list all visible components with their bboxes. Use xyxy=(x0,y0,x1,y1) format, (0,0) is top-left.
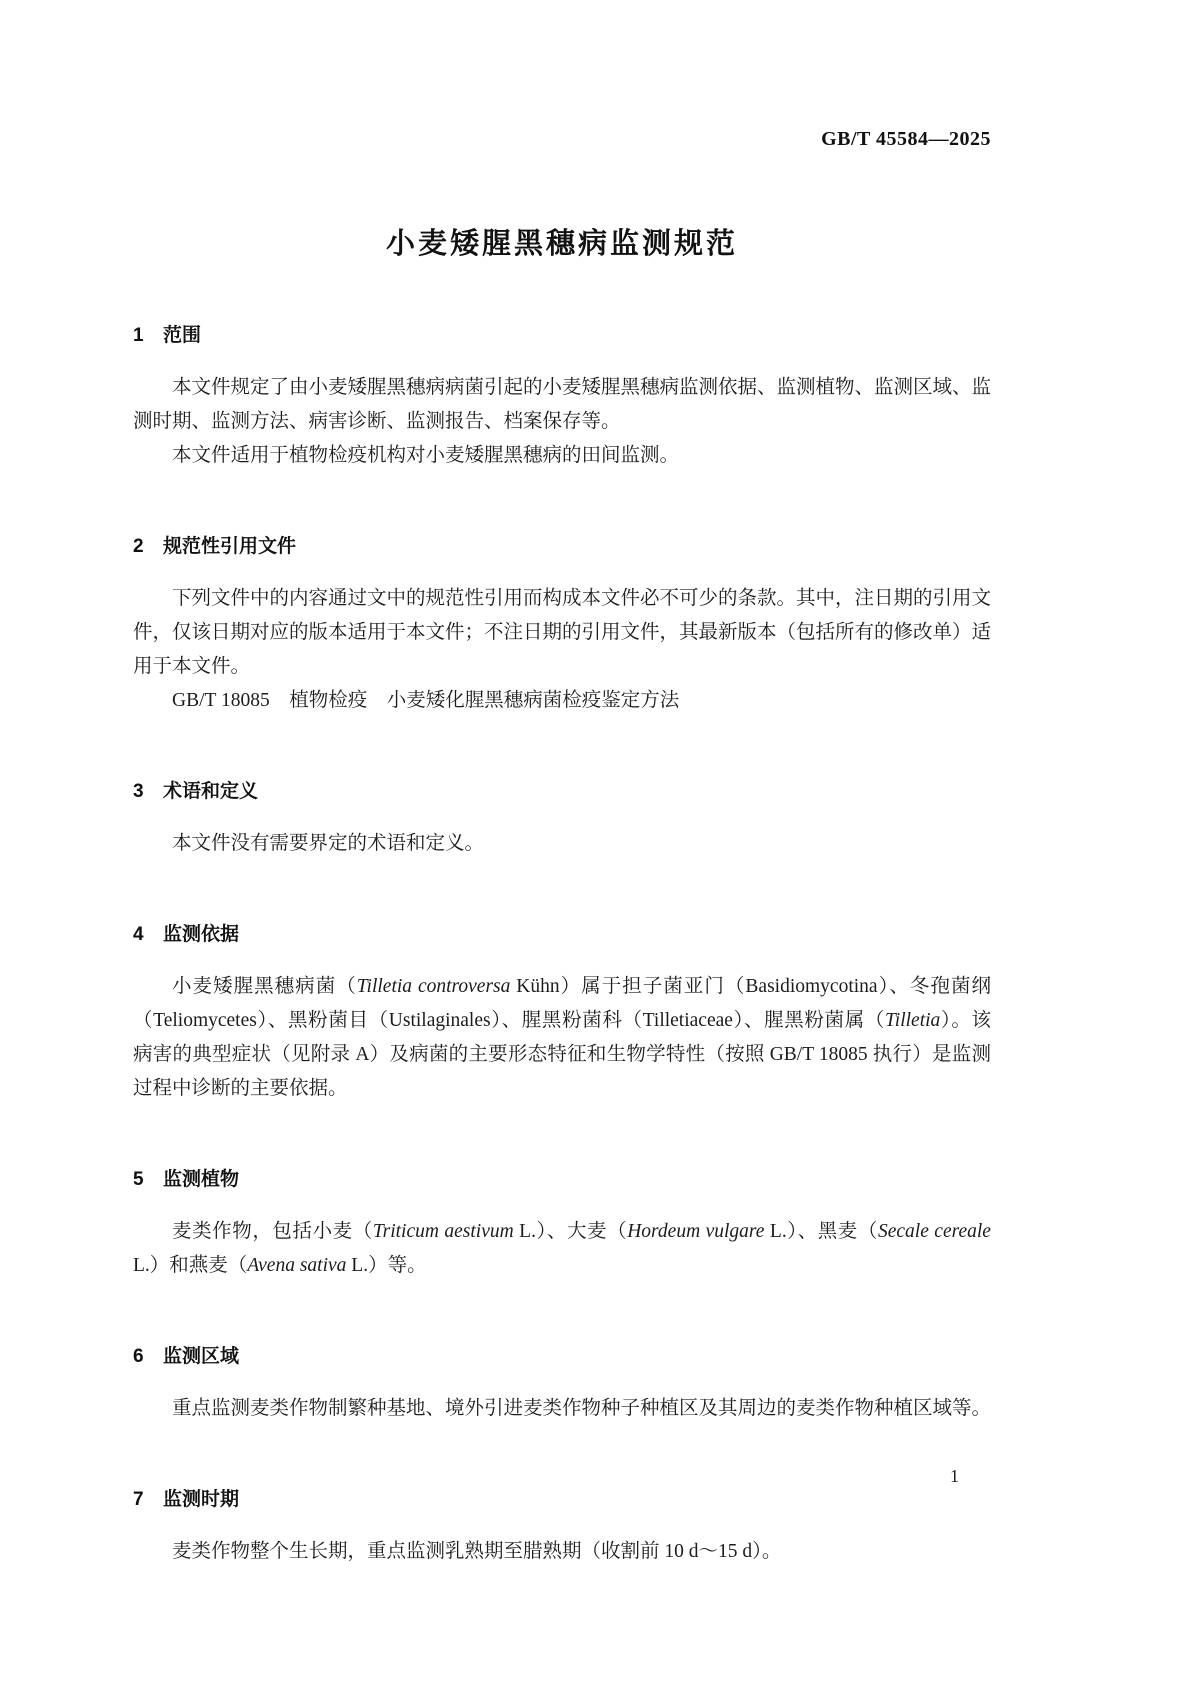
paragraph xyxy=(133,970,991,1106)
text-segment: Kühn）属于担子菌亚门（Basidiomycotina）、冬孢菌纲（Teliomycetes）、黑粉菌目（Ustilaginales）、腥黑粉菌科（Tilletiaceae）、腥黑粉菌属（ xyxy=(133,976,991,1031)
section-monitoring-period xyxy=(133,1484,991,1569)
section-monitored-plants xyxy=(133,1164,991,1283)
section-scope xyxy=(133,320,991,473)
text-segment: 麦类作物，包括小麦（ xyxy=(172,1221,373,1242)
latin-scientific-name: Tilletia xyxy=(885,1010,941,1031)
latin-scientific-name: Secale cereale xyxy=(877,1221,991,1242)
section-title: 范围 xyxy=(163,325,202,346)
section-terms-definitions xyxy=(133,776,991,861)
text-segment: L.）等。 xyxy=(346,1255,427,1276)
paragraph: 重点监测麦类作物制繁种基地、境外引进麦类作物种子种植区及其周边的麦类作物种植区域等。 xyxy=(172,1398,992,1419)
section-number: 4 xyxy=(133,924,144,945)
section-number: 6 xyxy=(133,1346,144,1367)
section-number: 3 xyxy=(133,781,144,802)
section-number: 2 xyxy=(133,536,144,557)
section-monitoring-area xyxy=(133,1341,991,1426)
paragraph: 本文件没有需要界定的术语和定义。 xyxy=(172,833,485,854)
section-number: 7 xyxy=(133,1489,144,1510)
section-heading xyxy=(133,776,991,803)
standard-number: GB/T 45584—2025 xyxy=(821,128,991,150)
section-title: 监测植物 xyxy=(163,1169,240,1190)
reference-entry: GB/T 18085 植物检疫 小麦矮化腥黑穗病菌检疫鉴定方法 xyxy=(172,690,680,711)
paragraph: 本文件适用于植物检疫机构对小麦矮腥黑穗病的田间监测。 xyxy=(172,445,680,466)
section-title: 监测时期 xyxy=(163,1489,240,1510)
latin-scientific-name: Tilletia controversa xyxy=(356,976,511,997)
paragraph xyxy=(133,1215,991,1283)
latin-scientific-name: Hordeum vulgare xyxy=(627,1221,765,1242)
section-heading xyxy=(133,320,991,347)
paragraph: 下列文件中的内容通过文中的规范性引用而构成本文件必不可少的条款。其中，注日期的引用文件，仅该日期对应的版本适用于本文件；不注日期的引用文件，其最新版本（包括所有的修改单）适用于本文件。 xyxy=(133,588,992,677)
section-heading xyxy=(133,919,991,946)
section-normative-references xyxy=(133,531,991,718)
page-number: 1 xyxy=(950,1466,959,1486)
latin-scientific-name: Avena sativa xyxy=(247,1255,347,1276)
section-heading xyxy=(133,1484,991,1511)
document-title: 小麦矮腥黑穗病监测规范 xyxy=(385,228,738,260)
section-title: 规范性引用文件 xyxy=(163,536,297,557)
section-number: 1 xyxy=(133,325,144,346)
paragraph: 麦类作物整个生长期，重点监测乳熟期至腊熟期（收割前 10 d～15 d）。 xyxy=(172,1541,782,1562)
text-segment: L.）和燕麦（ xyxy=(133,1255,248,1276)
section-title: 监测依据 xyxy=(163,924,240,945)
section-heading xyxy=(133,1341,991,1368)
section-title: 术语和定义 xyxy=(163,781,259,802)
text-segment: ）。该病害的典型症状（见附录 A）及病菌的主要形态特征和生物学特性（按照 GB/T 18085 执行）是监测过程中诊断的主要依据。 xyxy=(133,1010,991,1099)
section-number: 5 xyxy=(133,1169,144,1190)
page-content xyxy=(133,0,991,1569)
text-segment: 小麦矮腥黑穗病菌（ xyxy=(172,976,357,997)
latin-scientific-name: Triticum aestivum xyxy=(372,1221,514,1242)
text-segment: L.）、黑麦（ xyxy=(764,1221,878,1242)
section-heading xyxy=(133,531,991,558)
text-segment: L.）、大麦（ xyxy=(513,1221,628,1242)
section-monitoring-basis xyxy=(133,919,991,1106)
section-heading xyxy=(133,1164,991,1191)
section-title: 监测区域 xyxy=(163,1346,240,1367)
paragraph: 本文件规定了由小麦矮腥黑穗病病菌引起的小麦矮腥黑穗病监测依据、监测植物、监测区域、监测时期、监测方法、病害诊断、监测报告、档案保存等。 xyxy=(133,377,992,432)
